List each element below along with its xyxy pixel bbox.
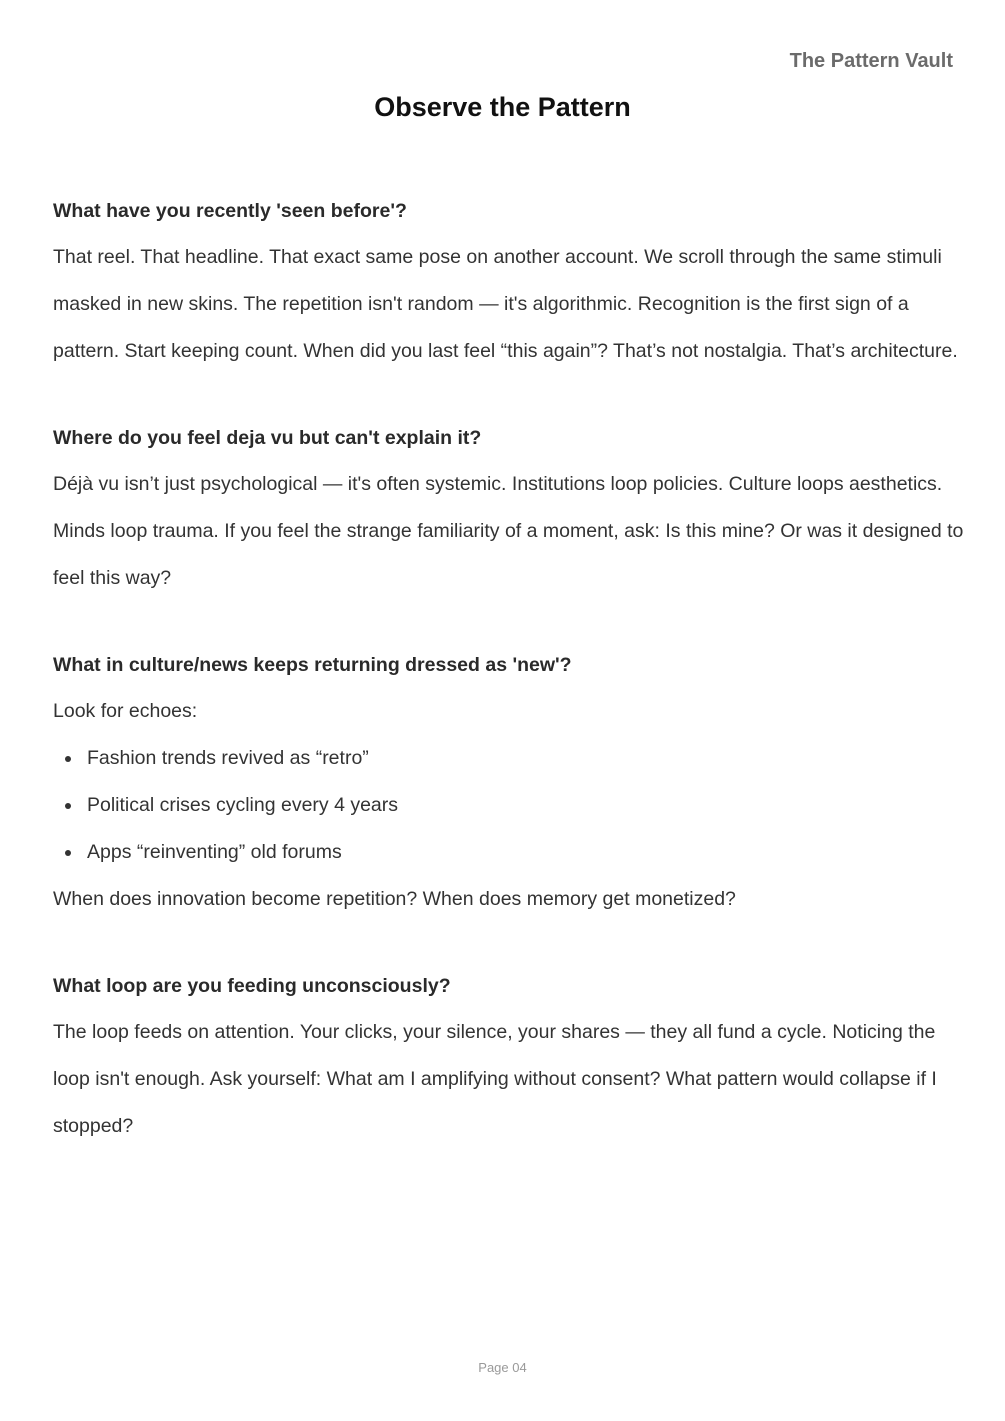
list-item-text: Political crises cycling every 4 years bbox=[87, 794, 399, 816]
list-item bbox=[53, 735, 969, 782]
list-item bbox=[53, 829, 969, 876]
section-loop-feeding bbox=[53, 971, 969, 1150]
brand-name: The Pattern Vault bbox=[789, 50, 953, 72]
section-intro: Look for echoes: bbox=[53, 700, 198, 722]
page-title: Observe the Pattern bbox=[374, 92, 631, 122]
bullet-icon bbox=[65, 756, 71, 762]
list-item-text: Apps “reinventing” old forums bbox=[87, 841, 342, 863]
section-culture-news bbox=[53, 650, 969, 923]
section-heading: What loop are you feeding unconsciously? bbox=[53, 975, 451, 997]
section-divider bbox=[53, 923, 969, 971]
section-divider bbox=[53, 375, 969, 423]
page-number: Page 04 bbox=[478, 1360, 527, 1375]
section-seen-before bbox=[53, 196, 969, 375]
bullet-icon bbox=[65, 803, 71, 809]
section-heading: What have you recently 'seen before'? bbox=[53, 200, 407, 222]
section-body: That reel. That headline. That exact same pose on another account. We scroll through the same stimuli masked in new skins. The repetition isn't random — it's algorithmic. Recognition is the first sign of a pattern. Start keeping count. When did you last feel “this again”? That’s not nostalgia. That’s architecture. bbox=[53, 246, 958, 362]
echo-list bbox=[53, 735, 969, 876]
bullet-icon bbox=[65, 850, 71, 856]
section-deja-vu bbox=[53, 423, 969, 602]
section-body: The loop feeds on attention. Your clicks, your silence, your shares — they all fund a cycle. Noticing the loop isn't enough. Ask yourself: What am I amplifying without consent? What pattern would collapse if I stopped? bbox=[53, 1021, 937, 1137]
section-divider bbox=[53, 602, 969, 650]
section-body: Déjà vu isn’t just psychological — it's often systemic. Institutions loop policies. Culture loops aesthetics. Minds loop trauma. If you feel the strange familiarity of a moment, ask: Is this mine? Or was it designed to feel this way? bbox=[53, 473, 964, 589]
list-item bbox=[53, 782, 969, 829]
section-heading: Where do you feel deja vu but can't explain it? bbox=[53, 427, 482, 449]
list-item-text: Fashion trends revived as “retro” bbox=[87, 747, 369, 769]
section-heading: What in culture/news keeps returning dressed as 'new'? bbox=[53, 654, 572, 676]
section-outro: When does innovation become repetition? When does memory get monetized? bbox=[53, 888, 736, 910]
document-content bbox=[53, 196, 969, 1150]
